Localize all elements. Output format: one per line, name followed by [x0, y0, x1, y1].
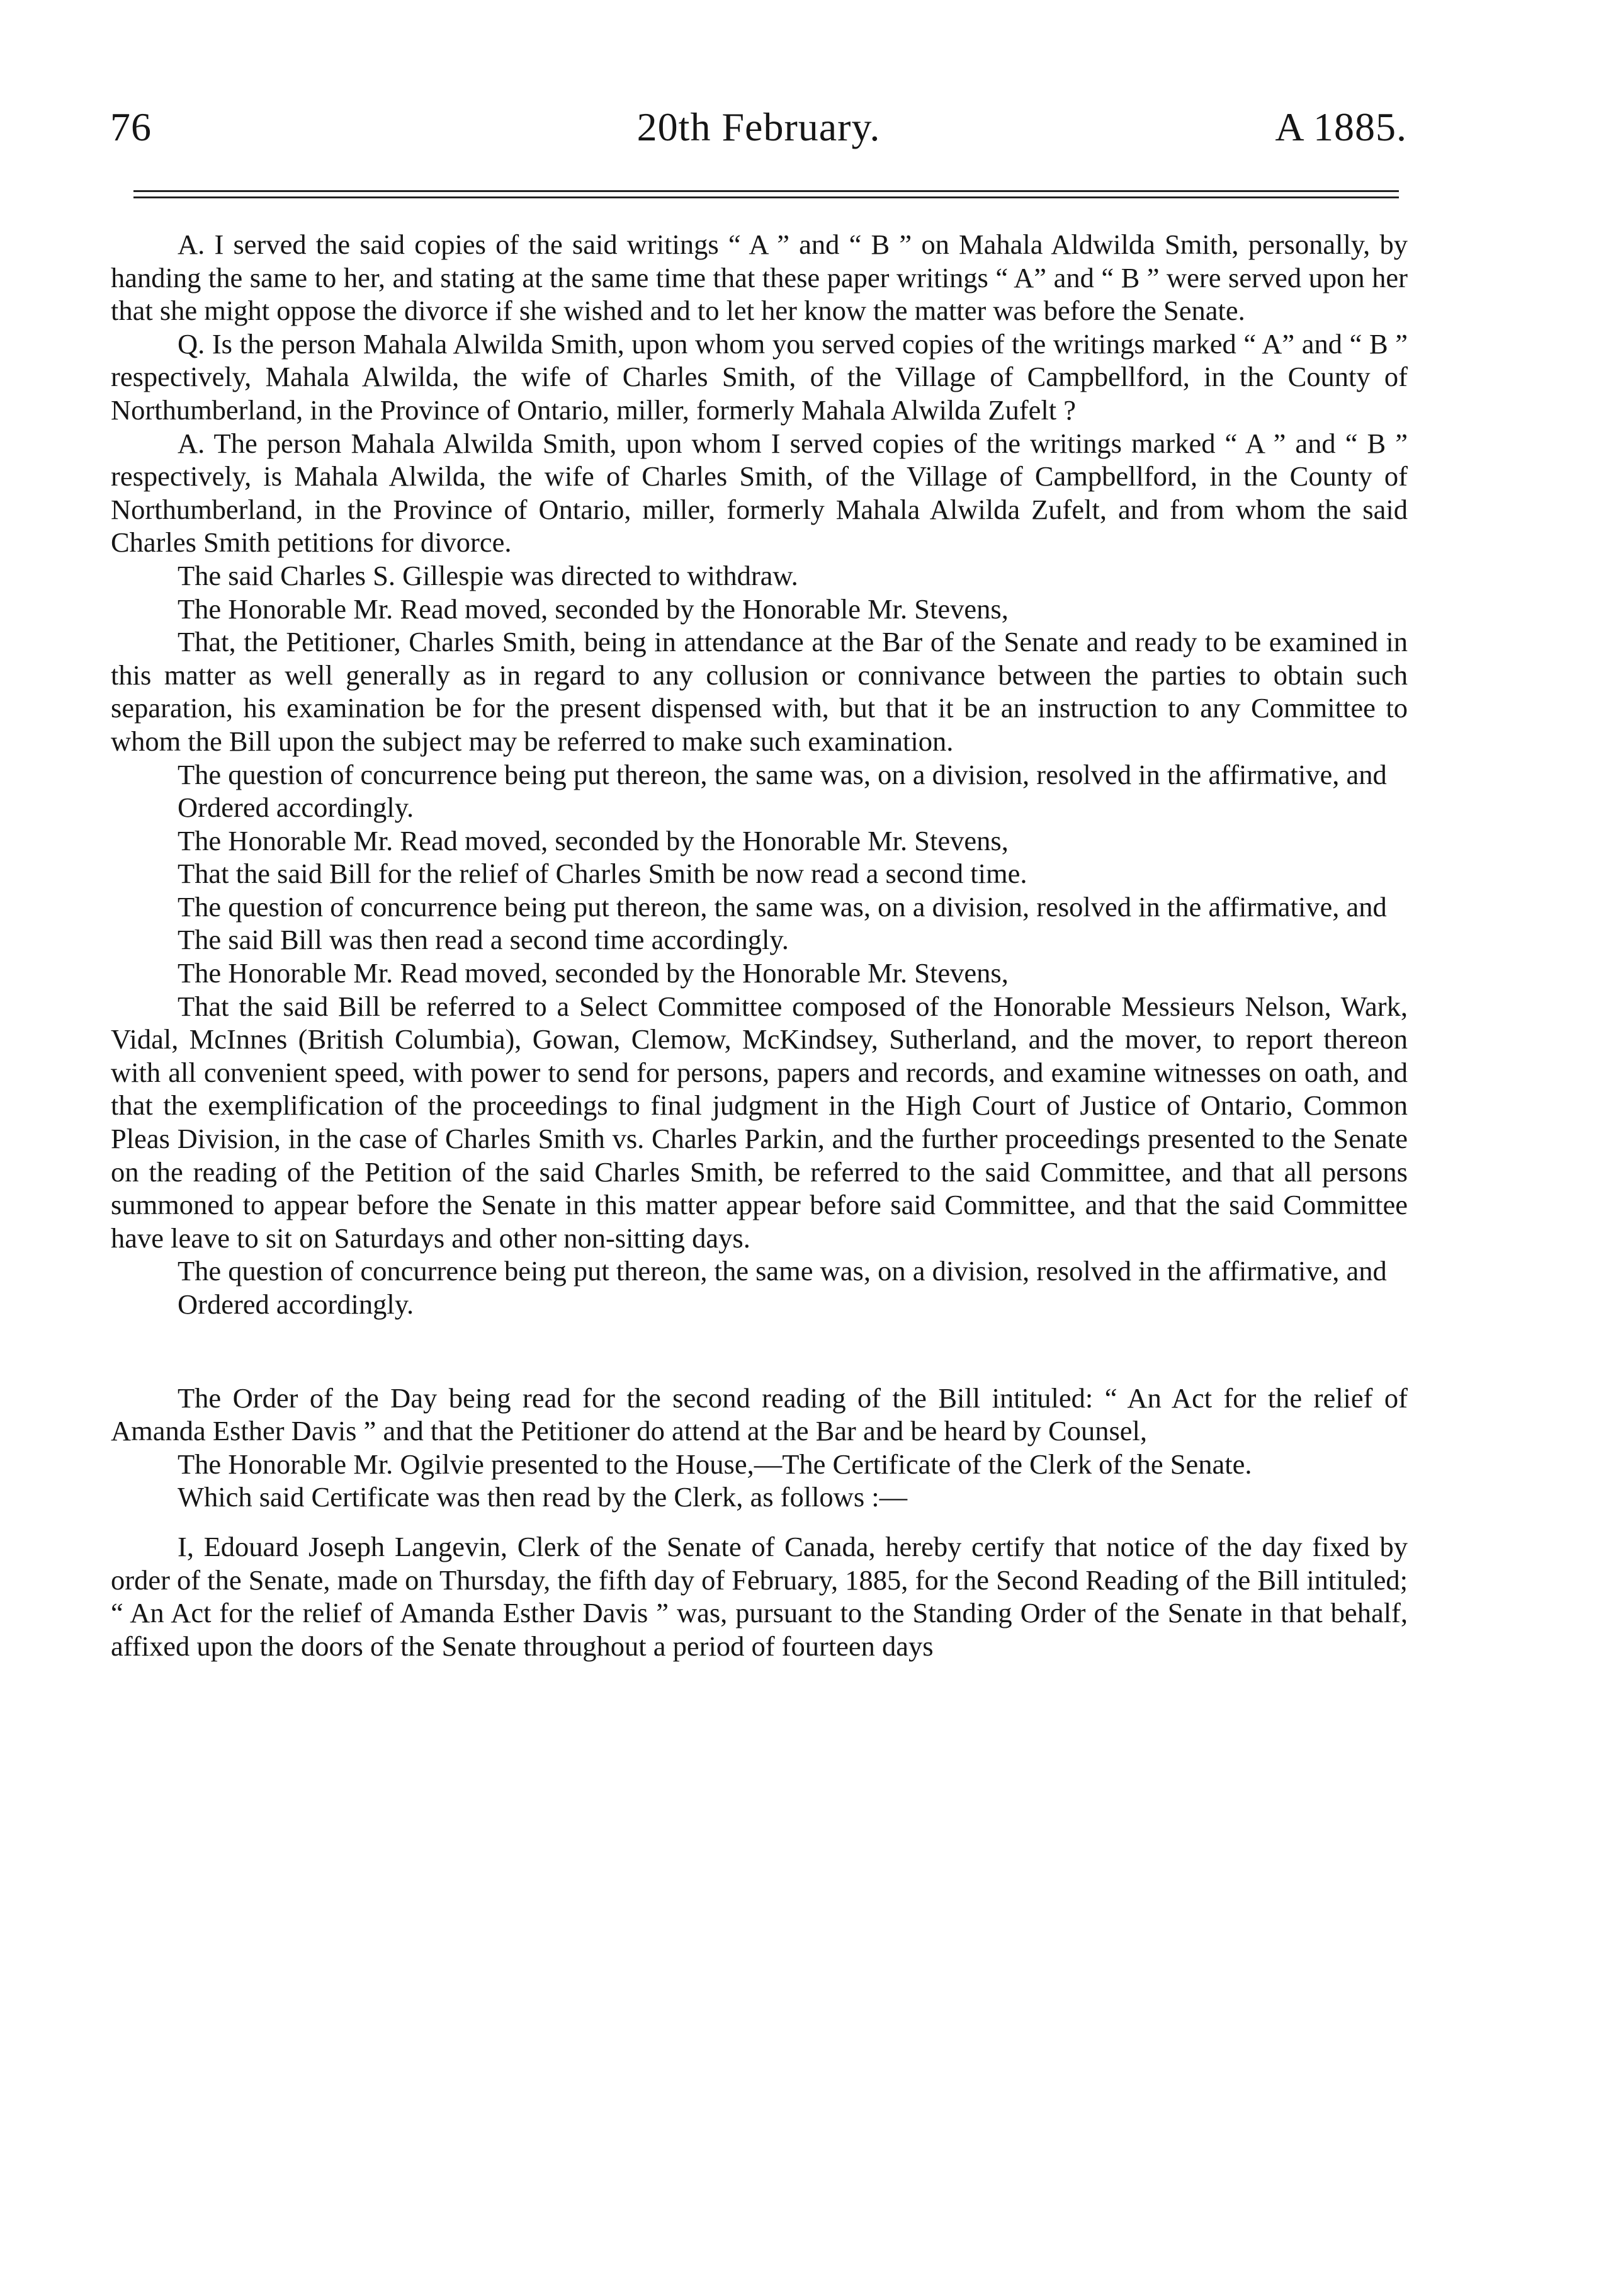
paragraph: Ordered accordingly. [178, 1288, 414, 1320]
paragraph: The Honorable Mr. Read moved, seconded by the Honorable Mr. Stevens, [178, 824, 1009, 856]
paragraph: The said Bill was then read a second time accordingly. [178, 924, 789, 956]
section-gap [111, 1514, 1408, 1530]
running-header [110, 104, 1407, 173]
header-rule-double [133, 196, 1399, 198]
paragraph: Ordered accordingly. [178, 792, 414, 824]
header-year: A 1885. [1275, 105, 1407, 149]
paragraph: The question of concurrence being put thereon, the same was, on a division, resolved in the affirmative, and [178, 890, 1387, 923]
section-gap [111, 1321, 1408, 1382]
paragraph: Q. Is the person Mahala Alwilda Smith, upon whom you served copies of the writings marked “ A” and “ B ” respectively, Mahala Alwilda, the wife of Charles Smith, of the Village of Campbellford, in the County of Northumberland, in the Province of Ontario, miller, formerly Mahala Alwilda Zufelt ? [111, 327, 1408, 426]
page-body [111, 228, 1408, 1662]
paragraph: The said Charles S. Gillespie was directed to withdraw. [178, 559, 798, 591]
paragraph: Which said Certificate was then read by the Clerk, as follows :— [178, 1481, 908, 1513]
header-rule [133, 190, 1399, 192]
paragraph: The Honorable Mr. Ogilvie presented to the House,—The Certificate of the Clerk of the Senate. [178, 1448, 1252, 1480]
paragraph: The question of concurrence being put thereon, the same was, on a division, resolved in the affirmative, and [178, 1255, 1387, 1287]
paragraph: A. I served the said copies of the said writings “ A ” and “ B ” on Mahala Aldwilda Smith, personally, by handing the same to her, and stating at the same time that these paper writings “ A” and “ B ” were served upon her that she might oppose the divorce if she wished and to let her know the matter was before the Senate. [111, 229, 1408, 327]
paragraph: The Honorable Mr. Read moved, seconded by the Honorable Mr. Stevens, [178, 593, 1009, 625]
certificate-paragraph: I, Edouard Joseph Langevin, Clerk of the Senate of Canada, hereby certify that notice of the day fixed by order of the Senate, made on Thursday, the fifth day of February, 1885, for the Second Reading of the Bill intituled; “ An Act for the relief of Amanda Esther Davis ” was, pursuant to the Standing Order of the Senate in that behalf, affixed upon the doors of the Senate throughout a period of fourteen days [111, 1530, 1408, 1662]
paragraph: The Honorable Mr. Read moved, seconded by the Honorable Mr. Stevens, [178, 957, 1009, 989]
paragraph: A. The person Mahala Alwilda Smith, upon whom I served copies of the writings marked “ A ” and “ B ” respectively, is Mahala Alwilda, the wife of Charles Smith, of the Village of Campbellford, in the County of Northumberland, in the Province of Ontario, miller, formerly Mahala Alwilda Zufelt, and from whom the said Charles Smith petitions for divorce. [111, 427, 1408, 559]
page-number: 76 [110, 105, 152, 149]
header-date: 20th February. [636, 105, 881, 149]
paragraph: That, the Petitioner, Charles Smith, being in attendance at the Bar of the Senate and ready to be examined in this matter as well generally as in regard to any collusion or connivance between the parties to obtain such separation, his examination be for the present dispensed with, but that it be an instruction to any Committee to whom the Bill upon the subject may be referred to make such examination. [111, 626, 1408, 757]
paragraph: The Order of the Day being read for the second reading of the Bill intituled: “ An Act for the relief of Amanda Esther Davis ” and that the Petitioner do attend at the Bar and be heard by Counsel, [111, 1382, 1408, 1447]
paragraph: That the said Bill be referred to a Select Committee composed of the Honorable Messieurs Nelson, Wark, Vidal, McInnes (British Columbia), Gowan, Clemow, McKindsey, Sutherland, and the mover, to report thereon with all convenient speed, with power to send for persons, papers and records, and examine witnesses on oath, and that the exemplification of the proceedings to final judgment in the High Court of Justice of Ontario, Common Pleas Division, in the case of Charles Smith vs. Charles Parkin, and the further proceedings presented to the Senate on the reading of the Petition of the said Charles Smith, be referred to the said Committee, and that all persons summoned to appear before the Senate in this matter appear before said Committee, and that the said Committee have leave to sit on Saturdays and other non-sitting days. [111, 990, 1408, 1254]
paragraph: The question of concurrence being put thereon, the same was, on a division, resolved in the affirmative, and [178, 758, 1387, 790]
paragraph: That the said Bill for the relief of Charles Smith be now read a second time. [178, 858, 1027, 890]
